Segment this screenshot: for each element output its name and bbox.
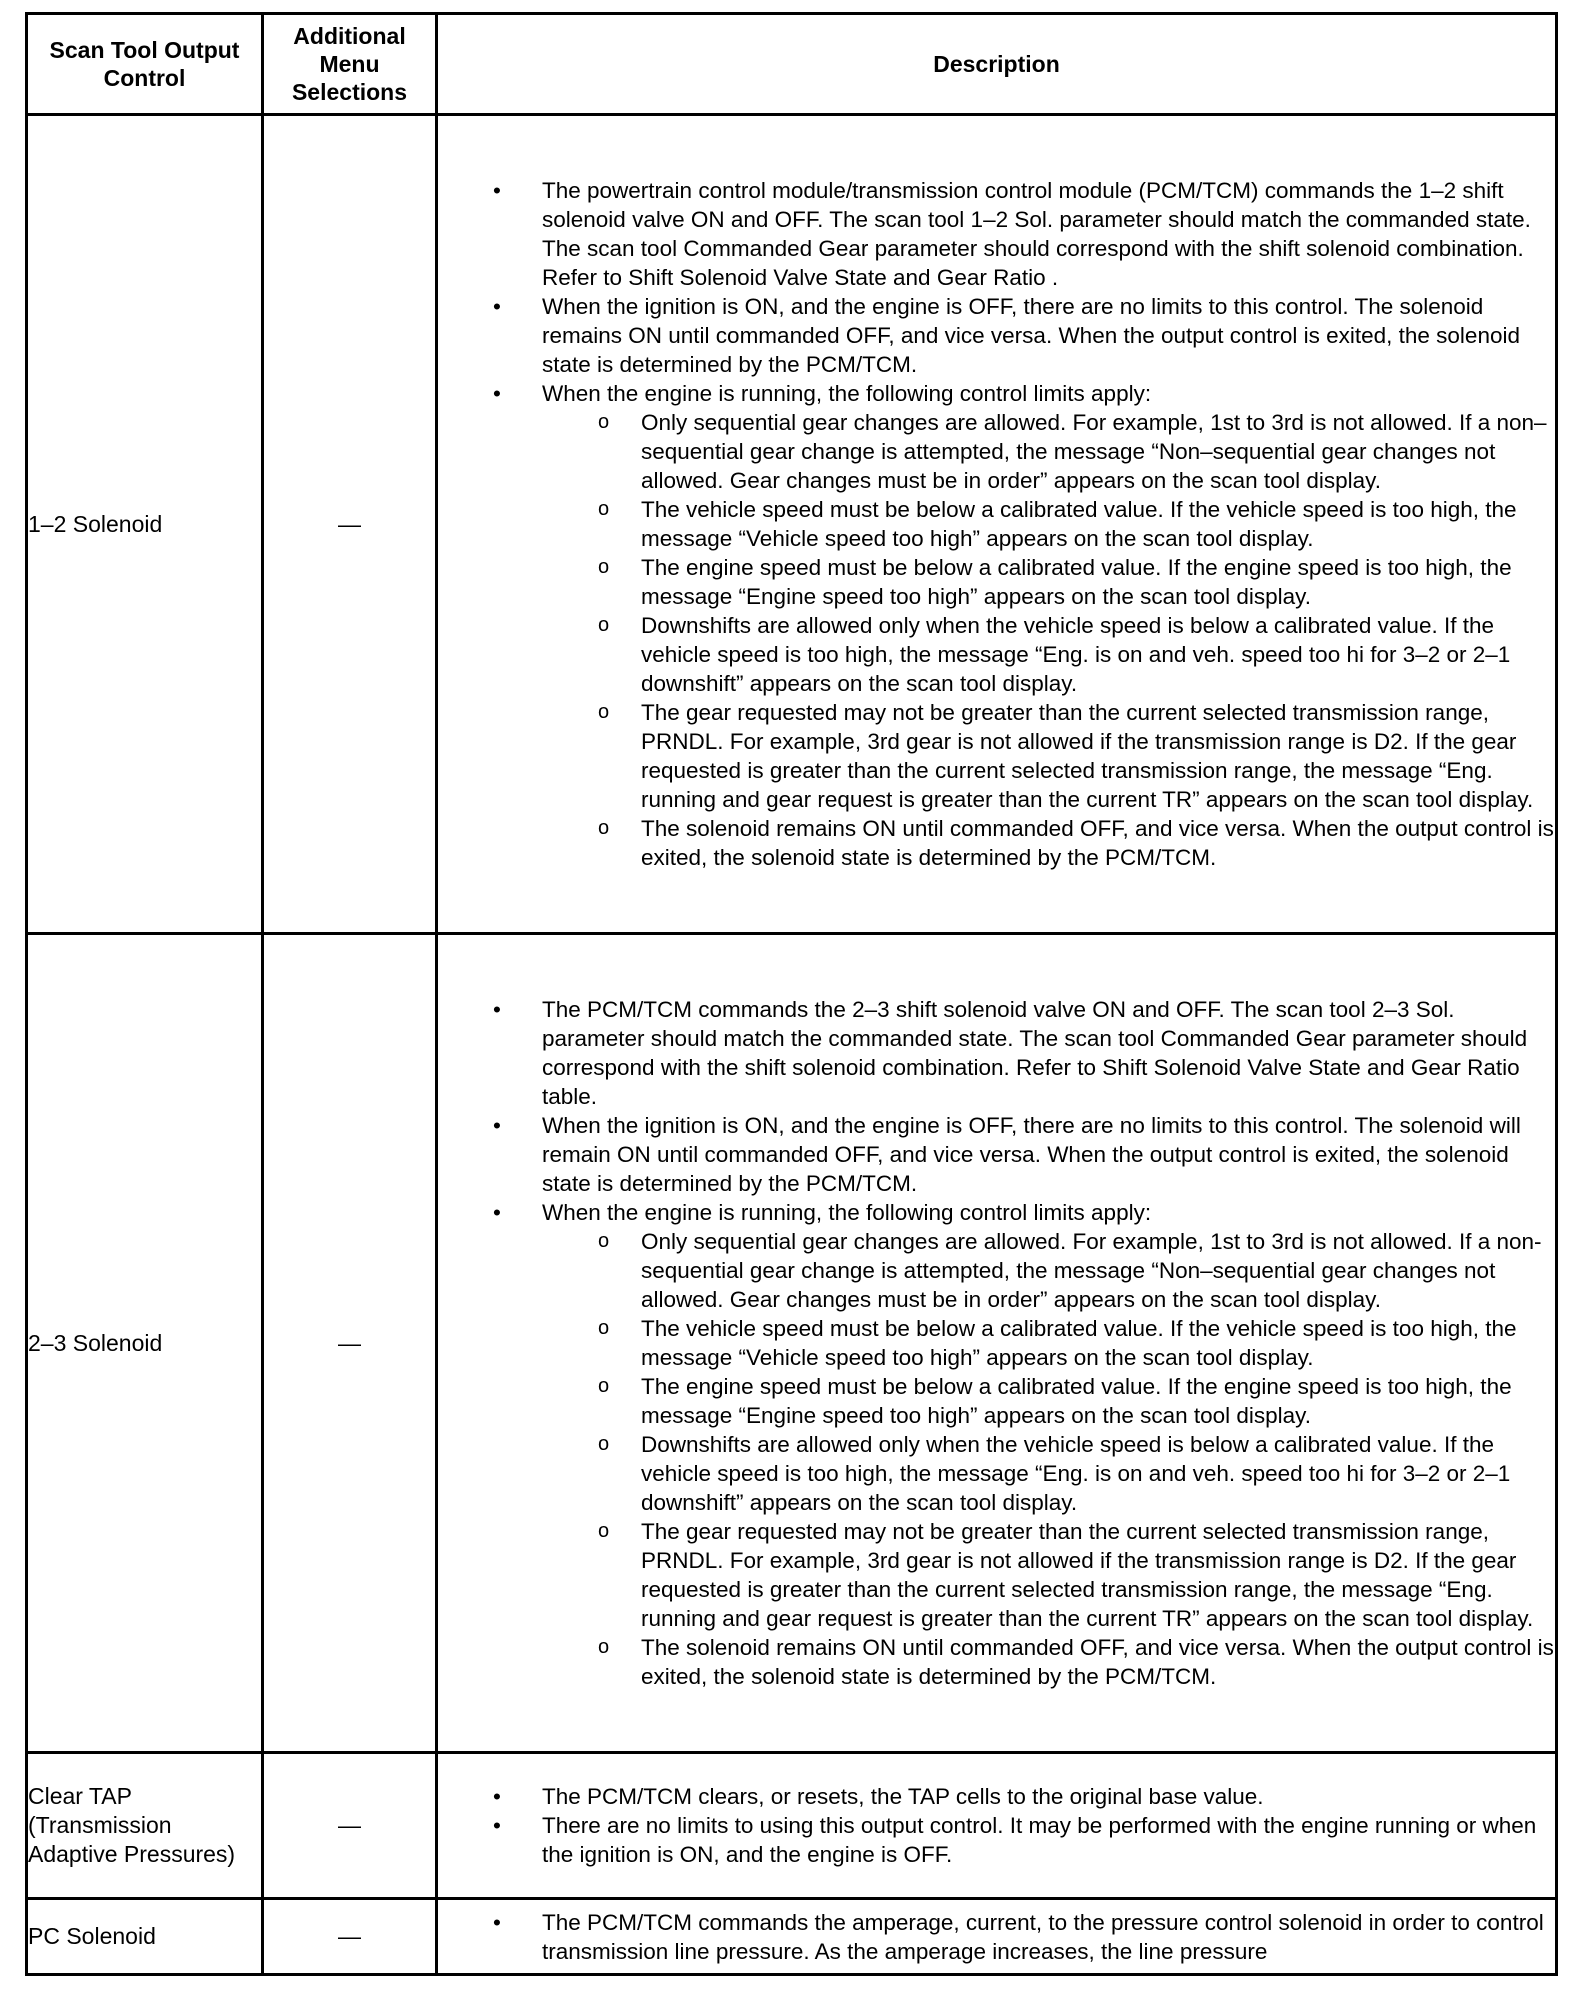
- description-cell: [437, 934, 1557, 1753]
- sub-bullet-item: o The vehicle speed must be below a calibrated value. If the vehicle speed is too high, the message “Vehicle speed too high” appears on the scan tool display.: [438, 495, 1555, 553]
- header-additional-menu-selections: Additional Menu Selections: [263, 14, 437, 115]
- menu-selection: —: [263, 934, 437, 1753]
- table-row: [27, 1753, 1557, 1899]
- header-row: [27, 14, 1557, 115]
- sub-bullet-item: o The engine speed must be below a calibrated value. If the engine speed is too high, the message “Engine speed too high” appears on the scan tool display.: [438, 1372, 1555, 1430]
- bullet-item: [438, 1198, 1555, 1691]
- sub-bullet-item: o Only sequential gear changes are allowed. For example, 1st to 3rd is not allowed. If a non-sequential gear change is attempted, the message “Non–sequential gear changes not allowed. Gear changes must be in order” appears on the scan tool display.: [438, 1227, 1555, 1314]
- menu-selection: —: [263, 1753, 437, 1899]
- bullet-item: • When the ignition is ON, and the engine is OFF, there are no limits to this control. The solenoid will remain ON until commanded OFF, and vice versa. When the output control is exited, the solenoid state is determined by the PCM/TCM.: [438, 1111, 1555, 1198]
- sub-bullet-item: o The solenoid remains ON until commanded OFF, and vice versa. When the output control is exited, the solenoid state is determined by the PCM/TCM.: [438, 1633, 1555, 1691]
- table-row: [27, 934, 1557, 1753]
- bullet-item: • The PCM/TCM commands the 2–3 shift solenoid valve ON and OFF. The scan tool 2–3 Sol. parameter should match the commanded state. The scan tool Commanded Gear parameter should correspond with the shift solenoid combination. Refer to Shift Solenoid Valve State and Gear Ratio table.: [438, 995, 1555, 1111]
- bullet-item: • When the ignition is ON, and the engine is OFF, there are no limits to this control. The solenoid remains ON until commanded OFF, and vice versa. When the output control is exited, the solenoid state is determined by the PCM/TCM.: [438, 292, 1555, 379]
- description-cell: [437, 115, 1557, 934]
- sub-bullet-item: o The solenoid remains ON until commanded OFF, and vice versa. When the output control is exited, the solenoid state is determined by the PCM/TCM.: [438, 814, 1555, 872]
- header-description: Description: [437, 14, 1557, 115]
- output-control-table: [25, 12, 1558, 1976]
- sub-bullet-item: o The gear requested may not be greater than the current selected transmission range, PRNDL. For example, 3rd gear is not allowed if the transmission range is D2. If the gear requested is greater than the current selected transmission range, the message “Eng. running and gear request is greater than the current TR” appears on the scan tool display.: [438, 698, 1555, 814]
- sub-bullet-item: o The engine speed must be below a calibrated value. If the engine speed is too high, the message “Engine speed too high” appears on the scan tool display.: [438, 553, 1555, 611]
- description-cell: [437, 1753, 1557, 1899]
- control-name: 2–3 Solenoid: [27, 934, 263, 1753]
- control-name: PC Solenoid: [27, 1899, 263, 1975]
- sub-bullet-item: o Only sequential gear changes are allowed. For example, 1st to 3rd is not allowed. If a non–sequential gear change is attempted, the message “Non–sequential gear changes not allowed. Gear changes must be in order” appears on the scan tool display.: [438, 408, 1555, 495]
- menu-selection: —: [263, 1899, 437, 1975]
- bullet-item: • The PCM/TCM clears, or resets, the TAP cells to the original base value.: [438, 1782, 1555, 1811]
- control-name: 1–2 Solenoid: [27, 115, 263, 934]
- table-row: [27, 1899, 1557, 1975]
- sub-bullet-item: o The vehicle speed must be below a calibrated value. If the vehicle speed is too high, the message “Vehicle speed too high” appears on the scan tool display.: [438, 1314, 1555, 1372]
- sub-bullet-item: o Downshifts are allowed only when the vehicle speed is below a calibrated value. If the vehicle speed is too high, the message “Eng. is on and veh. speed too hi for 3–2 or 2–1 downshift” appears on the scan tool display.: [438, 611, 1555, 698]
- bullet-text: When the engine is running, the following control limits apply:: [542, 381, 1152, 406]
- sub-bullet-item: o The gear requested may not be greater than the current selected transmission range, PRNDL. For example, 3rd gear is not allowed if the transmission range is D2. If the gear requested is greater than the current selected transmission range, the message “Eng. running and gear request is greater than the current TR” appears on the scan tool display.: [438, 1517, 1555, 1633]
- menu-selection: —: [263, 115, 437, 934]
- bullet-item: [438, 379, 1555, 872]
- sub-bullet-item: o Downshifts are allowed only when the vehicle speed is below a calibrated value. If the vehicle speed is too high, the message “Eng. is on and veh. speed too hi for 3–2 or 2–1 downshift” appears on the scan tool display.: [438, 1430, 1555, 1517]
- bullet-item: • The powertrain control module/transmission control module (PCM/TCM) commands the 1–2 shift solenoid valve ON and OFF. The scan tool 1–2 Sol. parameter should match the commanded state. The scan tool Commanded Gear parameter should correspond with the shift solenoid combination. Refer to Shift Solenoid Valve State and Gear Ratio .: [438, 176, 1555, 292]
- table-row: [27, 115, 1557, 934]
- description-cell: [437, 1899, 1557, 1975]
- bullet-item: • There are no limits to using this output control. It may be performed with the engine running or when the ignition is ON, and the engine is OFF.: [438, 1811, 1555, 1869]
- bullet-text: When the engine is running, the following control limits apply:: [542, 1200, 1152, 1225]
- header-scan-tool-output-control: Scan Tool Output Control: [27, 14, 263, 115]
- control-name: Clear TAP (Transmission Adaptive Pressures): [27, 1753, 263, 1899]
- bullet-item: • The PCM/TCM commands the amperage, current, to the pressure control solenoid in order to control transmission line pressure. As the amperage increases, the line pressure: [438, 1908, 1555, 1966]
